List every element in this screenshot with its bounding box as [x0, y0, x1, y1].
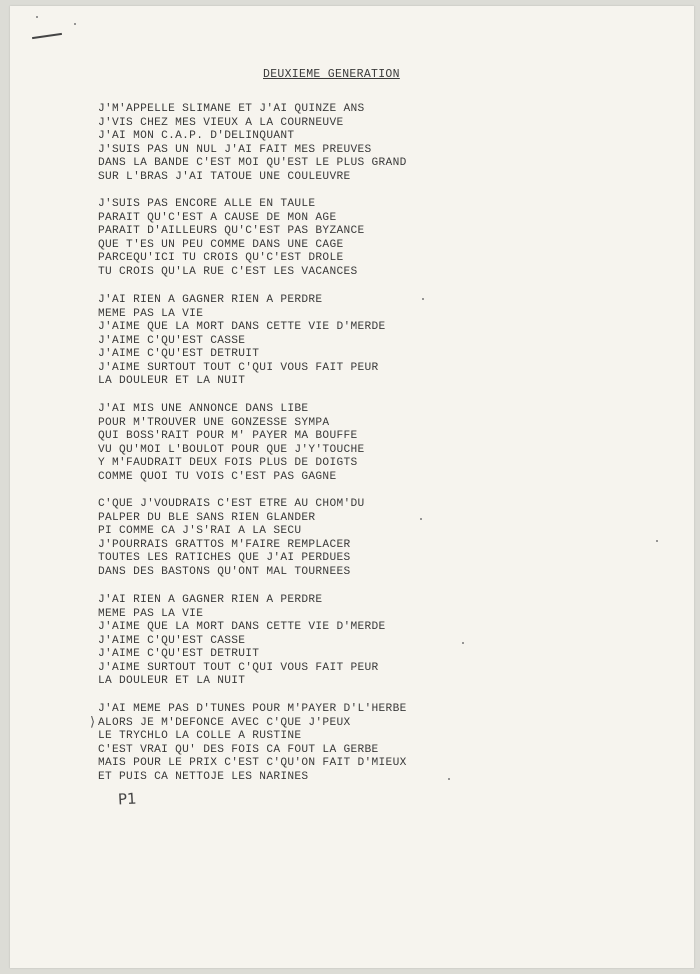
ink-speck — [448, 778, 450, 780]
verse-line: MAIS POUR LE PRIX C'EST C'QU'ON FAIT D'MIEUX — [98, 757, 407, 769]
verse-line: DANS LA BANDE C'EST MOI QU'EST LE PLUS GRAND — [98, 157, 407, 169]
verse-line: LA DOULEUR ET LA NUIT — [98, 675, 246, 687]
stanza — [98, 103, 407, 184]
ink-speck — [36, 16, 38, 18]
stanza — [98, 703, 407, 784]
verse-line: PALPER DU BLE SANS RIEN GLANDER — [98, 511, 316, 524]
stanza — [98, 498, 365, 579]
stanza — [98, 403, 365, 484]
stanza — [98, 294, 386, 389]
verse-line: J'POURRAIS GRATTOS M'FAIRE REMPLACER — [98, 538, 351, 551]
stanza — [98, 198, 365, 279]
page-title: DEUXIEME GENERATION — [263, 68, 400, 81]
verse-line: J'AIME QUE LA MORT DANS CETTE VIE D'MERDE — [98, 621, 386, 633]
typewritten-page — [10, 6, 694, 968]
verse-line: J'VIS CHEZ MES VIEUX A LA COURNEUVE — [98, 116, 344, 129]
verse-line: LE TRYCHLO LA COLLE A RUSTINE — [98, 730, 302, 742]
verse-line: J'AIME C'QU'EST CASSE — [98, 334, 246, 347]
verse-line: PARAIT D'AILLEURS QU'C'EST PAS BYZANCE — [98, 225, 365, 237]
verse-line: J'AIME C'QU'EST CASSE — [98, 634, 246, 647]
verse-line: J'AI RIEN A GAGNER RIEN A PERDRE — [98, 594, 323, 606]
ink-speck — [656, 540, 658, 542]
verse-line: SUR L'BRAS J'AI TATOUE UNE COULEUVRE — [98, 170, 351, 183]
verse-line: J'AI MON C.A.P. D'DELINQUANT — [98, 130, 295, 142]
ink-speck — [420, 518, 422, 520]
pen-bracket-mark: ⟩ — [90, 715, 96, 730]
verse-line: VU QU'MOI L'BOULOT POUR QUE J'Y'TOUCHE — [98, 443, 365, 456]
verse-line: PI COMME CA J'S'RAI A LA SECU — [98, 525, 302, 537]
ink-speck — [74, 23, 76, 25]
pen-mark — [32, 33, 62, 39]
verse-line: DANS DES BASTONS QU'ONT MAL TOURNEES — [98, 565, 351, 578]
verse-line: PARAIT QU'C'EST A CAUSE DE MON AGE — [98, 211, 337, 224]
verse-line: J'SUIS PAS UN NUL J'AI FAIT MES PREUVES — [98, 143, 372, 156]
verse-line: J'M'APPELLE SLIMANE ET J'AI QUINZE ANS — [98, 103, 365, 115]
verse-line: J'AI MEME PAS D'TUNES POUR M'PAYER D'L'HERBE — [98, 703, 407, 715]
verse-line: TOUTES LES RATICHES QUE J'AI PERDUES — [98, 552, 351, 564]
verse-line: ALORS JE M'DEFONCE AVEC C'QUE J'PEUX — [98, 716, 351, 729]
stanza — [98, 594, 386, 689]
verse-line: J'AIME SURTOUT TOUT C'QUI VOUS FAIT PEUR — [98, 361, 379, 374]
ink-speck — [422, 298, 424, 300]
handwritten-page-number: P1 — [117, 789, 138, 809]
verse-line: C'EST VRAI QU' DES FOIS CA FOUT LA GERBE — [98, 743, 379, 756]
verse-line: MEME PAS LA VIE — [98, 607, 204, 620]
verse-line: J'AI RIEN A GAGNER RIEN A PERDRE — [98, 294, 323, 306]
verse-line: COMME QUOI TU VOIS C'EST PAS GAGNE — [98, 470, 337, 483]
verse-line: POUR M'TROUVER UNE GONZESSE SYMPA — [98, 416, 330, 429]
verse-line: QUE T'ES UN PEU COMME DANS UNE CAGE — [98, 238, 344, 251]
verse-line: MEME PAS LA VIE — [98, 307, 204, 320]
verse-line: Y M'FAUDRAIT DEUX FOIS PLUS DE DOIGTS — [98, 457, 358, 469]
verse-line: PARCEQU'ICI TU CROIS QU'C'EST DROLE — [98, 252, 344, 264]
verse-line: J'SUIS PAS ENCORE ALLE EN TAULE — [98, 198, 316, 210]
verse-line: J'AIME C'QU'EST DETRUIT — [98, 648, 260, 660]
ink-speck — [462, 642, 464, 644]
verse-line: TU CROIS QU'LA RUE C'EST LES VACANCES — [98, 265, 358, 278]
verse-line: QUI BOSS'RAIT POUR M' PAYER MA BOUFFE — [98, 430, 358, 442]
verse-line: LA DOULEUR ET LA NUIT — [98, 375, 246, 387]
verse-line: ET PUIS CA NETTOJE LES NARINES — [98, 770, 309, 783]
verse-line: J'AIME C'QU'EST DETRUIT — [98, 348, 260, 360]
verse-line: C'QUE J'VOUDRAIS C'EST ETRE AU CHOM'DU — [98, 498, 365, 510]
verse-line: J'AIME SURTOUT TOUT C'QUI VOUS FAIT PEUR — [98, 661, 379, 674]
verse-line: J'AIME QUE LA MORT DANS CETTE VIE D'MERDE — [98, 321, 386, 333]
verse-line: J'AI MIS UNE ANNONCE DANS LIBE — [98, 403, 309, 415]
